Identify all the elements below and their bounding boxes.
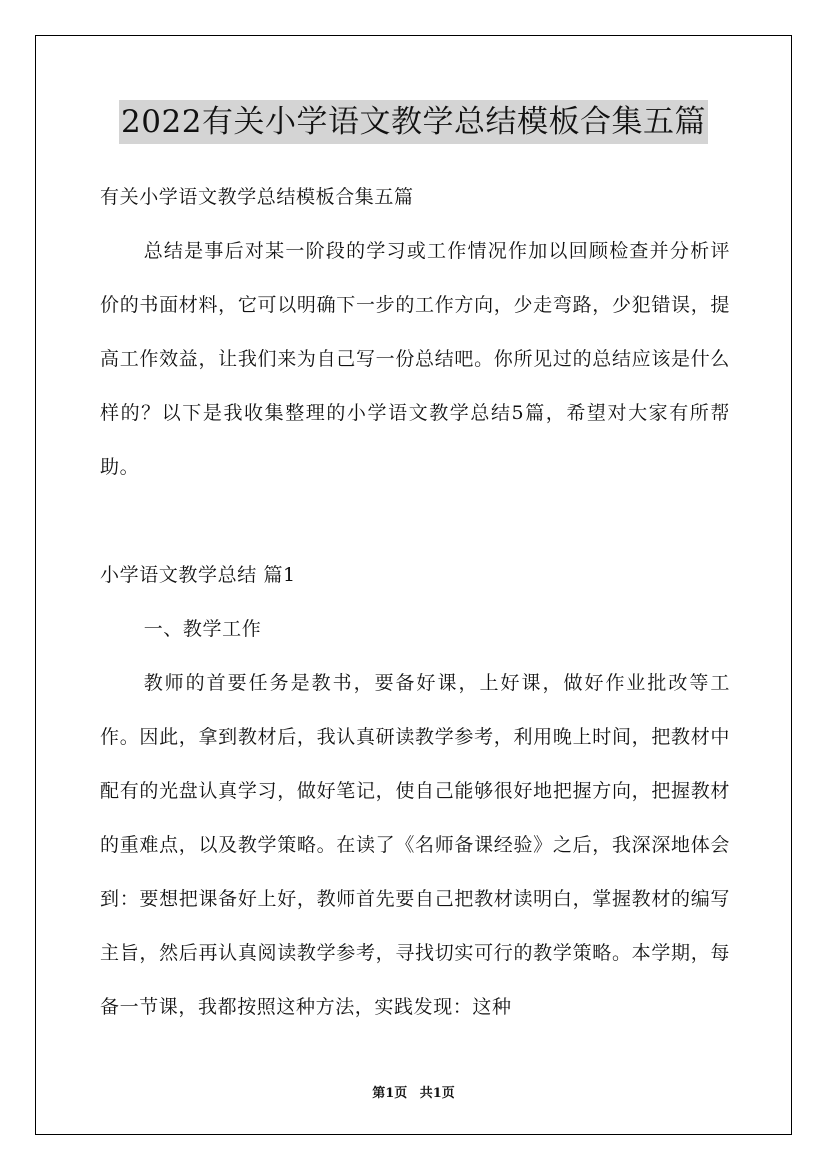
document-title <box>0 100 827 144</box>
document-body <box>100 170 730 1034</box>
body-paragraph: 教师的首要任务是教书，要备好课，上好课，做好作业批改等工作。因此，拿到教材后，我认真研读教学参考，利用晚上时间，把教材中配有的光盘认真学习，做好笔记，使自己能够很好地把握方向，把握教材的重难点，以及教学策略。在读了《名师备课经验》之后，我深深地体会到：要想把课备好上好，教师首先要自己把教材读明白，掌握教材的编写主旨，然后再认真阅读教学参考，寻找切实可行的教学策略。本学期，每备一节课，我都按照这种方法，实践发现：这种 <box>100 672 730 1018</box>
page-footer <box>0 1082 827 1101</box>
sub-heading: 一、教学工作 <box>143 618 262 640</box>
page-number: 第1页 <box>372 1086 408 1101</box>
page-total: 共1页 <box>419 1086 455 1101</box>
document-subtitle: 有关小学语文教学总结模板合集五篇 <box>100 186 414 208</box>
paragraph-spacer <box>100 494 730 548</box>
document-title-text: 2022有关小学语文教学总结模板合集五篇 <box>119 100 708 144</box>
intro-paragraph: 总结是事后对某一阶段的学习或工作情况作加以回顾检查并分析评价的书面材料，它可以明确下一步的工作方向，少走弯路，少犯错误，提高工作效益，让我们来为自己写一份总结吧。你所见过的总结应该是什么样的？以下是我收集整理的小学语文教学总结5篇，希望对大家有所帮助。 <box>100 240 730 478</box>
section-heading: 小学语文教学总结 篇1 <box>100 564 296 586</box>
